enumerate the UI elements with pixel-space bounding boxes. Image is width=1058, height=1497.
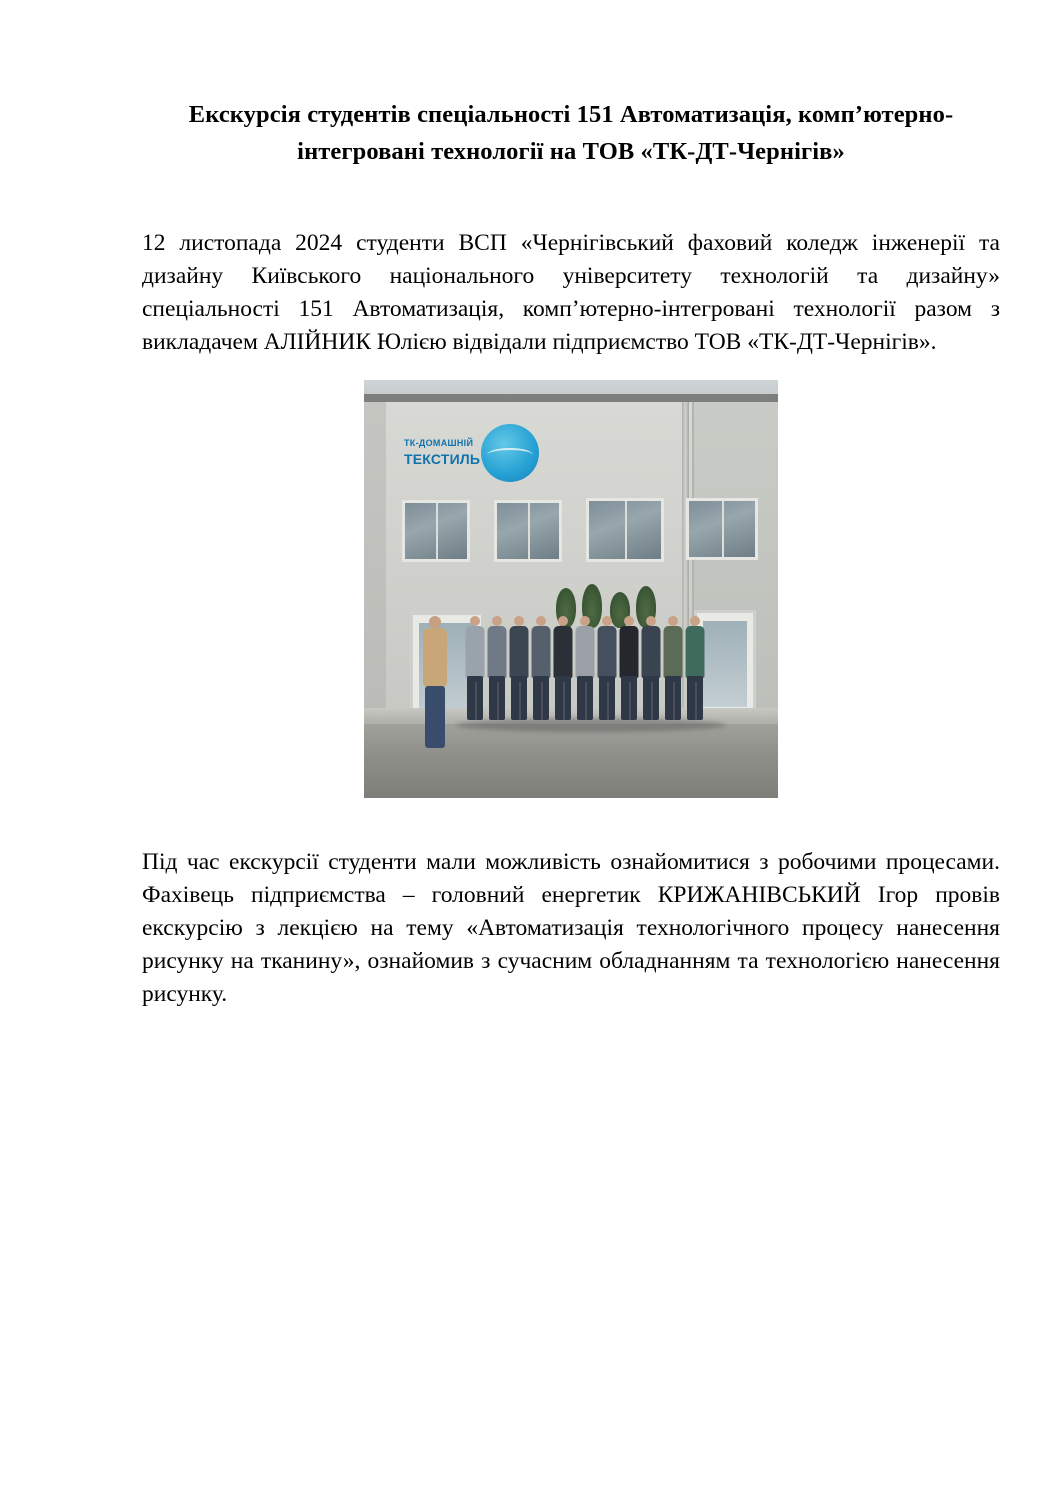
company-sign — [404, 424, 539, 484]
document-content — [142, 96, 1000, 1010]
group-shadow — [456, 718, 726, 732]
person — [552, 616, 573, 720]
excursion-photo — [364, 380, 778, 798]
paragraph-intro: 12 листопада 2024 студенти ВСП «Чернігівський фаховий коледж інженерії та дизайну Київського національного університету технологій та дизайну» спеціальності 151 Автоматизація, комп’ютерно-інтегровані технології разом з викладачем АЛІЙНИК Юлією відвідали підприємство ТОВ «ТК-ДТ-Чернігів». — [142, 230, 1000, 356]
building-window — [586, 498, 664, 562]
person-body — [423, 628, 447, 688]
person — [640, 616, 661, 720]
person — [618, 616, 639, 720]
person-head — [429, 616, 441, 628]
page-title-line-1: Екскурсія студентів спеціальності 151 Автоматизація, комп’ютерно- — [188, 101, 954, 128]
person — [662, 616, 683, 720]
company-sign-line-1: ТК-ДОМАШНІЙ — [404, 438, 474, 449]
student-group — [464, 600, 714, 720]
person — [486, 616, 507, 720]
page-title-line-2: інтегровані технології на ТОВ «ТК-ДТ-Чернігів» — [297, 138, 845, 166]
company-sign-line-2: ТЕКСТИЛЬ — [404, 451, 481, 468]
person-foreground — [422, 616, 448, 748]
person — [574, 616, 595, 720]
person — [684, 616, 705, 720]
building-window — [494, 500, 562, 562]
person — [464, 616, 485, 720]
person — [530, 616, 551, 720]
person — [508, 616, 529, 720]
person-legs — [425, 686, 445, 748]
building-window — [402, 500, 470, 562]
page-title — [142, 96, 1000, 170]
person — [596, 616, 617, 720]
building-window — [686, 498, 758, 560]
paragraph-details: Під час екскурсії студенти мали можливість ознайомитися з робочими процесами. Фахівець підприємства – головний енергетик КРИЖАНІВСЬКИЙ Ігор провів екскурсію з лекцією на тему «Автоматизація технологічного процесу нанесення рисунку на тканину», ознайомив з сучасним обладнанням та технологією нанесення рисунку. — [142, 849, 1000, 1007]
globe-icon — [481, 424, 539, 482]
excursion-photo-figure — [364, 380, 778, 798]
